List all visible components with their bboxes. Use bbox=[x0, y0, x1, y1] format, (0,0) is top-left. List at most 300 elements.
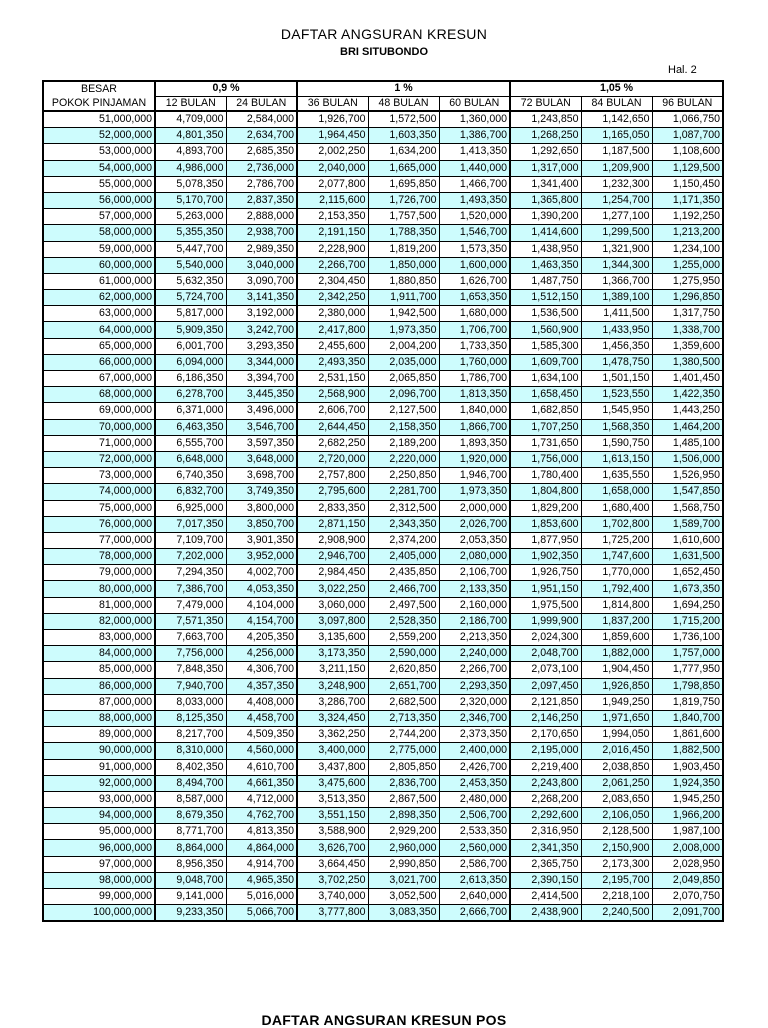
installment-cell: 3,022,250 bbox=[297, 581, 368, 597]
installment-cell: 1,975,500 bbox=[510, 597, 581, 613]
installment-cell: 2,061,250 bbox=[581, 775, 652, 791]
loan-amount-cell: 92,000,000 bbox=[43, 775, 155, 791]
installment-cell: 2,195,700 bbox=[581, 872, 652, 888]
installment-cell: 1,653,350 bbox=[439, 290, 510, 306]
loan-amount-cell: 86,000,000 bbox=[43, 678, 155, 694]
installment-cell: 6,925,000 bbox=[155, 500, 226, 516]
installment-cell: 2,405,000 bbox=[368, 549, 439, 565]
table-row bbox=[43, 905, 723, 922]
loan-amount-cell: 75,000,000 bbox=[43, 500, 155, 516]
installment-cell: 1,813,350 bbox=[439, 387, 510, 403]
installment-cell: 1,626,700 bbox=[439, 273, 510, 289]
installment-cell: 1,695,850 bbox=[368, 176, 439, 192]
installment-cell: 2,435,850 bbox=[368, 565, 439, 581]
installment-cell: 3,437,800 bbox=[297, 759, 368, 775]
installment-cell: 1,536,500 bbox=[510, 306, 581, 322]
table-row bbox=[43, 176, 723, 192]
installment-cell: 4,610,700 bbox=[226, 759, 297, 775]
installment-cell: 1,893,350 bbox=[439, 435, 510, 451]
installment-cell: 2,028,950 bbox=[652, 856, 723, 872]
installment-cell: 4,813,350 bbox=[226, 824, 297, 840]
loan-amount-cell: 94,000,000 bbox=[43, 808, 155, 824]
table-row bbox=[43, 144, 723, 160]
installment-cell: 2,374,200 bbox=[368, 532, 439, 548]
installment-cell: 1,902,350 bbox=[510, 549, 581, 565]
installment-cell: 1,165,050 bbox=[581, 128, 652, 144]
installment-cell: 1,610,600 bbox=[652, 532, 723, 548]
installment-cell: 2,096,700 bbox=[368, 387, 439, 403]
installment-cell: 1,360,000 bbox=[439, 111, 510, 128]
installment-cell: 1,422,350 bbox=[652, 387, 723, 403]
installment-cell: 3,749,350 bbox=[226, 484, 297, 500]
installment-cell: 2,888,000 bbox=[226, 209, 297, 225]
loan-amount-cell: 70,000,000 bbox=[43, 419, 155, 435]
installment-cell: 8,310,000 bbox=[155, 743, 226, 759]
loan-amount-cell: 52,000,000 bbox=[43, 128, 155, 144]
installment-cell: 1,317,000 bbox=[510, 160, 581, 176]
installment-cell: 2,049,850 bbox=[652, 872, 723, 888]
installment-cell: 1,546,700 bbox=[439, 225, 510, 241]
table-row bbox=[43, 808, 723, 824]
installment-cell: 1,523,550 bbox=[581, 387, 652, 403]
installment-cell: 1,673,350 bbox=[652, 581, 723, 597]
loan-amount-cell: 60,000,000 bbox=[43, 257, 155, 273]
installment-cell: 2,070,750 bbox=[652, 889, 723, 905]
installment-cell: 2,160,000 bbox=[439, 597, 510, 613]
installment-cell: 1,798,850 bbox=[652, 678, 723, 694]
installment-cell: 1,853,600 bbox=[510, 516, 581, 532]
installment-cell: 2,365,750 bbox=[510, 856, 581, 872]
installment-cell: 1,232,300 bbox=[581, 176, 652, 192]
installment-cell: 1,512,150 bbox=[510, 290, 581, 306]
installment-cell: 6,740,350 bbox=[155, 468, 226, 484]
installment-cell: 8,033,000 bbox=[155, 694, 226, 710]
installment-cell: 1,338,700 bbox=[652, 322, 723, 338]
installment-cell: 5,016,000 bbox=[226, 889, 297, 905]
installment-cell: 7,017,350 bbox=[155, 516, 226, 532]
installment-cell: 1,757,000 bbox=[652, 646, 723, 662]
installment-cell: 2,989,350 bbox=[226, 241, 297, 257]
installment-cell: 2,984,450 bbox=[297, 565, 368, 581]
installment-cell: 3,445,350 bbox=[226, 387, 297, 403]
installment-cell: 2,312,500 bbox=[368, 500, 439, 516]
installment-cell: 2,220,000 bbox=[368, 451, 439, 467]
table-row bbox=[43, 727, 723, 743]
installment-cell: 2,228,900 bbox=[297, 241, 368, 257]
installment-cell: 1,926,700 bbox=[297, 111, 368, 128]
installment-cell: 4,053,350 bbox=[226, 581, 297, 597]
installment-cell: 2,024,300 bbox=[510, 630, 581, 646]
installment-cell: 2,682,250 bbox=[297, 435, 368, 451]
installment-cell: 1,087,700 bbox=[652, 128, 723, 144]
installment-cell: 7,663,700 bbox=[155, 630, 226, 646]
installment-cell: 2,091,700 bbox=[652, 905, 723, 922]
installment-cell: 2,640,000 bbox=[439, 889, 510, 905]
installment-cell: 3,901,350 bbox=[226, 532, 297, 548]
installment-cell: 1,971,650 bbox=[581, 710, 652, 726]
table-row bbox=[43, 565, 723, 581]
loan-amount-cell: 95,000,000 bbox=[43, 824, 155, 840]
installment-cell: 5,078,350 bbox=[155, 176, 226, 192]
installment-cell: 1,572,500 bbox=[368, 111, 439, 128]
installment-cell: 5,540,000 bbox=[155, 257, 226, 273]
installment-cell: 3,211,150 bbox=[297, 662, 368, 678]
loan-amount-cell: 57,000,000 bbox=[43, 209, 155, 225]
loan-amount-cell: 79,000,000 bbox=[43, 565, 155, 581]
installment-cell: 3,141,350 bbox=[226, 290, 297, 306]
installment-cell: 2,960,000 bbox=[368, 840, 439, 856]
installment-cell: 1,545,950 bbox=[581, 403, 652, 419]
installment-table bbox=[42, 80, 724, 922]
installment-cell: 2,613,350 bbox=[439, 872, 510, 888]
installment-cell: 2,528,350 bbox=[368, 613, 439, 629]
installment-cell: 5,066,700 bbox=[226, 905, 297, 922]
table-row bbox=[43, 759, 723, 775]
installment-cell: 1,573,350 bbox=[439, 241, 510, 257]
installment-cell: 1,401,450 bbox=[652, 371, 723, 387]
installment-cell: 4,801,350 bbox=[155, 128, 226, 144]
installment-cell: 6,094,000 bbox=[155, 354, 226, 370]
installment-cell: 2,158,350 bbox=[368, 419, 439, 435]
loan-amount-cell: 68,000,000 bbox=[43, 387, 155, 403]
installment-cell: 1,487,750 bbox=[510, 273, 581, 289]
loan-amount-cell: 61,000,000 bbox=[43, 273, 155, 289]
installment-cell: 1,715,200 bbox=[652, 613, 723, 629]
installment-cell: 1,706,700 bbox=[439, 322, 510, 338]
installment-cell: 2,343,350 bbox=[368, 516, 439, 532]
loan-amount-cell: 78,000,000 bbox=[43, 549, 155, 565]
installment-cell: 1,359,600 bbox=[652, 338, 723, 354]
table-row bbox=[43, 630, 723, 646]
loan-amount-cell: 91,000,000 bbox=[43, 759, 155, 775]
table-row bbox=[43, 273, 723, 289]
installment-cell: 2,634,700 bbox=[226, 128, 297, 144]
installment-cell: 3,664,450 bbox=[297, 856, 368, 872]
installment-cell: 2,173,300 bbox=[581, 856, 652, 872]
installment-cell: 2,506,700 bbox=[439, 808, 510, 824]
installment-cell: 1,850,000 bbox=[368, 257, 439, 273]
installment-cell: 6,186,350 bbox=[155, 371, 226, 387]
table-body bbox=[43, 111, 723, 921]
installment-cell: 2,990,850 bbox=[368, 856, 439, 872]
installment-cell: 1,609,700 bbox=[510, 354, 581, 370]
installment-cell: 1,277,100 bbox=[581, 209, 652, 225]
installment-cell: 4,002,700 bbox=[226, 565, 297, 581]
table-row bbox=[43, 775, 723, 791]
installment-cell: 7,386,700 bbox=[155, 581, 226, 597]
installment-cell: 1,466,700 bbox=[439, 176, 510, 192]
installment-cell: 3,090,700 bbox=[226, 273, 297, 289]
installment-cell: 1,757,500 bbox=[368, 209, 439, 225]
installment-cell: 3,083,350 bbox=[368, 905, 439, 922]
installment-cell: 5,447,700 bbox=[155, 241, 226, 257]
installment-cell: 1,142,650 bbox=[581, 111, 652, 128]
table-row bbox=[43, 694, 723, 710]
installment-cell: 3,248,900 bbox=[297, 678, 368, 694]
installment-cell: 1,456,350 bbox=[581, 338, 652, 354]
header-label-top: BESAR bbox=[43, 81, 155, 96]
document-subtitle: BRI SITUBONDO bbox=[340, 46, 428, 58]
installment-cell: 2,153,350 bbox=[297, 209, 368, 225]
installment-cell: 8,402,350 bbox=[155, 759, 226, 775]
installment-cell: 1,973,350 bbox=[439, 484, 510, 500]
installment-cell: 6,371,000 bbox=[155, 403, 226, 419]
loan-amount-cell: 59,000,000 bbox=[43, 241, 155, 257]
installment-cell: 1,861,600 bbox=[652, 727, 723, 743]
installment-cell: 2,651,700 bbox=[368, 678, 439, 694]
installment-cell: 2,531,150 bbox=[297, 371, 368, 387]
installment-cell: 3,362,250 bbox=[297, 727, 368, 743]
installment-cell: 3,242,700 bbox=[226, 322, 297, 338]
installment-cell: 1,819,750 bbox=[652, 694, 723, 710]
installment-cell: 1,949,250 bbox=[581, 694, 652, 710]
installment-cell: 8,494,700 bbox=[155, 775, 226, 791]
installment-cell: 2,497,500 bbox=[368, 597, 439, 613]
installment-cell: 1,365,800 bbox=[510, 192, 581, 208]
installment-cell: 1,634,100 bbox=[510, 371, 581, 387]
installment-cell: 2,293,350 bbox=[439, 678, 510, 694]
installment-cell: 2,346,700 bbox=[439, 710, 510, 726]
installment-cell: 2,493,350 bbox=[297, 354, 368, 370]
installment-cell: 2,871,150 bbox=[297, 516, 368, 532]
installment-cell: 2,590,000 bbox=[368, 646, 439, 662]
installment-cell: 2,805,850 bbox=[368, 759, 439, 775]
installment-cell: 3,394,700 bbox=[226, 371, 297, 387]
loan-amount-cell: 98,000,000 bbox=[43, 872, 155, 888]
loan-amount-cell: 88,000,000 bbox=[43, 710, 155, 726]
installment-cell: 2,946,700 bbox=[297, 549, 368, 565]
installment-cell: 3,496,000 bbox=[226, 403, 297, 419]
installment-cell: 3,597,350 bbox=[226, 435, 297, 451]
installment-cell: 1,882,500 bbox=[652, 743, 723, 759]
installment-cell: 1,568,750 bbox=[652, 500, 723, 516]
installment-cell: 2,736,000 bbox=[226, 160, 297, 176]
installment-cell: 2,073,100 bbox=[510, 662, 581, 678]
installment-cell: 4,458,700 bbox=[226, 710, 297, 726]
installment-cell: 2,002,250 bbox=[297, 144, 368, 160]
installment-cell: 3,060,000 bbox=[297, 597, 368, 613]
installment-cell: 2,320,000 bbox=[439, 694, 510, 710]
installment-cell: 2,121,850 bbox=[510, 694, 581, 710]
installment-cell: 3,097,800 bbox=[297, 613, 368, 629]
installment-cell: 1,903,450 bbox=[652, 759, 723, 775]
installment-cell: 7,202,000 bbox=[155, 549, 226, 565]
loan-amount-cell: 96,000,000 bbox=[43, 840, 155, 856]
installment-cell: 2,713,350 bbox=[368, 710, 439, 726]
installment-cell: 1,994,050 bbox=[581, 727, 652, 743]
installment-cell: 1,819,200 bbox=[368, 241, 439, 257]
installment-cell: 1,433,950 bbox=[581, 322, 652, 338]
installment-cell: 3,192,000 bbox=[226, 306, 297, 322]
installment-cell: 1,682,850 bbox=[510, 403, 581, 419]
installment-cell: 4,154,700 bbox=[226, 613, 297, 629]
installment-cell: 2,929,200 bbox=[368, 824, 439, 840]
installment-cell: 2,390,150 bbox=[510, 872, 581, 888]
installment-cell: 2,836,700 bbox=[368, 775, 439, 791]
installment-cell: 1,129,500 bbox=[652, 160, 723, 176]
installment-cell: 2,304,450 bbox=[297, 273, 368, 289]
installment-cell: 4,712,000 bbox=[226, 791, 297, 807]
installment-cell: 2,644,450 bbox=[297, 419, 368, 435]
installment-cell: 2,938,700 bbox=[226, 225, 297, 241]
installment-cell: 1,631,500 bbox=[652, 549, 723, 565]
installment-cell: 1,694,250 bbox=[652, 597, 723, 613]
installment-cell: 1,501,150 bbox=[581, 371, 652, 387]
header-row-rates bbox=[43, 81, 723, 96]
table-row bbox=[43, 484, 723, 500]
installment-cell: 2,040,000 bbox=[297, 160, 368, 176]
installment-cell: 1,726,700 bbox=[368, 192, 439, 208]
installment-cell: 1,389,100 bbox=[581, 290, 652, 306]
installment-cell: 1,603,350 bbox=[368, 128, 439, 144]
loan-amount-cell: 65,000,000 bbox=[43, 338, 155, 354]
installment-cell: 7,109,700 bbox=[155, 532, 226, 548]
next-page-title: DAFTAR ANGSURAN KRESUN POS bbox=[261, 1012, 507, 1028]
loan-amount-cell: 58,000,000 bbox=[43, 225, 155, 241]
table-row bbox=[43, 338, 723, 354]
table-row bbox=[43, 403, 723, 419]
installment-cell: 2,586,700 bbox=[439, 856, 510, 872]
installment-cell: 2,559,200 bbox=[368, 630, 439, 646]
installment-cell: 1,243,850 bbox=[510, 111, 581, 128]
installment-cell: 2,682,500 bbox=[368, 694, 439, 710]
column-header: 96 BULAN bbox=[652, 96, 723, 111]
installment-cell: 2,213,350 bbox=[439, 630, 510, 646]
installment-cell: 8,217,700 bbox=[155, 727, 226, 743]
installment-cell: 1,192,250 bbox=[652, 209, 723, 225]
installment-cell: 2,898,350 bbox=[368, 808, 439, 824]
table-row bbox=[43, 241, 723, 257]
installment-cell: 1,665,000 bbox=[368, 160, 439, 176]
installment-cell: 1,299,500 bbox=[581, 225, 652, 241]
installment-cell: 1,786,700 bbox=[439, 371, 510, 387]
installment-cell: 1,463,350 bbox=[510, 257, 581, 273]
table-row bbox=[43, 549, 723, 565]
table-row bbox=[43, 435, 723, 451]
table-row bbox=[43, 597, 723, 613]
installment-cell: 4,408,000 bbox=[226, 694, 297, 710]
installment-cell: 2,268,200 bbox=[510, 791, 581, 807]
installment-cell: 1,725,200 bbox=[581, 532, 652, 548]
installment-cell: 2,219,400 bbox=[510, 759, 581, 775]
loan-amount-cell: 62,000,000 bbox=[43, 290, 155, 306]
table-row bbox=[43, 419, 723, 435]
installment-cell: 1,526,950 bbox=[652, 468, 723, 484]
installment-cell: 2,240,000 bbox=[439, 646, 510, 662]
installment-cell: 4,205,350 bbox=[226, 630, 297, 646]
installment-cell: 2,568,900 bbox=[297, 387, 368, 403]
installment-cell: 4,864,000 bbox=[226, 840, 297, 856]
installment-cell: 1,760,000 bbox=[439, 354, 510, 370]
installment-cell: 1,478,750 bbox=[581, 354, 652, 370]
loan-amount-cell: 97,000,000 bbox=[43, 856, 155, 872]
installment-cell: 1,386,700 bbox=[439, 128, 510, 144]
loan-amount-cell: 77,000,000 bbox=[43, 532, 155, 548]
installment-cell: 1,411,500 bbox=[581, 306, 652, 322]
header-row-tenors bbox=[43, 96, 723, 111]
installment-cell: 4,965,350 bbox=[226, 872, 297, 888]
loan-amount-cell: 69,000,000 bbox=[43, 403, 155, 419]
installment-cell: 1,707,250 bbox=[510, 419, 581, 435]
installment-cell: 5,263,000 bbox=[155, 209, 226, 225]
installment-cell: 1,440,000 bbox=[439, 160, 510, 176]
table-row bbox=[43, 791, 723, 807]
table-row bbox=[43, 209, 723, 225]
loan-amount-cell: 64,000,000 bbox=[43, 322, 155, 338]
installment-cell: 1,904,450 bbox=[581, 662, 652, 678]
installment-cell: 2,342,250 bbox=[297, 290, 368, 306]
installment-cell: 2,106,050 bbox=[581, 808, 652, 824]
installment-cell: 1,547,850 bbox=[652, 484, 723, 500]
installment-cell: 1,635,550 bbox=[581, 468, 652, 484]
installment-cell: 3,702,250 bbox=[297, 872, 368, 888]
installment-cell: 1,926,850 bbox=[581, 678, 652, 694]
installment-cell: 6,463,350 bbox=[155, 419, 226, 435]
installment-cell: 1,366,700 bbox=[581, 273, 652, 289]
loan-amount-cell: 56,000,000 bbox=[43, 192, 155, 208]
table-row bbox=[43, 581, 723, 597]
installment-cell: 4,709,000 bbox=[155, 111, 226, 128]
installment-cell: 7,571,350 bbox=[155, 613, 226, 629]
loan-amount-cell: 83,000,000 bbox=[43, 630, 155, 646]
installment-cell: 3,324,450 bbox=[297, 710, 368, 726]
installment-cell: 9,233,350 bbox=[155, 905, 226, 922]
installment-cell: 4,762,700 bbox=[226, 808, 297, 824]
installment-cell: 3,740,000 bbox=[297, 889, 368, 905]
installment-cell: 2,266,700 bbox=[297, 257, 368, 273]
installment-cell: 2,146,250 bbox=[510, 710, 581, 726]
installment-cell: 1,877,950 bbox=[510, 532, 581, 548]
installment-cell: 1,390,200 bbox=[510, 209, 581, 225]
installment-cell: 3,135,600 bbox=[297, 630, 368, 646]
installment-cell: 2,867,500 bbox=[368, 791, 439, 807]
installment-cell: 1,702,800 bbox=[581, 516, 652, 532]
installment-cell: 5,170,700 bbox=[155, 192, 226, 208]
installment-cell: 2,026,700 bbox=[439, 516, 510, 532]
installment-cell: 1,254,700 bbox=[581, 192, 652, 208]
installment-cell: 1,613,150 bbox=[581, 451, 652, 467]
installment-cell: 3,551,150 bbox=[297, 808, 368, 824]
table-row bbox=[43, 192, 723, 208]
installment-cell: 9,048,700 bbox=[155, 872, 226, 888]
loan-amount-cell: 89,000,000 bbox=[43, 727, 155, 743]
installment-cell: 1,520,000 bbox=[439, 209, 510, 225]
installment-cell: 3,513,350 bbox=[297, 791, 368, 807]
loan-amount-cell: 85,000,000 bbox=[43, 662, 155, 678]
installment-cell: 4,914,700 bbox=[226, 856, 297, 872]
installment-cell: 2,053,350 bbox=[439, 532, 510, 548]
installment-cell: 3,040,000 bbox=[226, 257, 297, 273]
installment-cell: 1,814,800 bbox=[581, 597, 652, 613]
installment-cell: 2,438,900 bbox=[510, 905, 581, 922]
installment-cell: 4,893,700 bbox=[155, 144, 226, 160]
installment-cell: 1,634,200 bbox=[368, 144, 439, 160]
table-row bbox=[43, 872, 723, 888]
table-row bbox=[43, 451, 723, 467]
installment-cell: 2,533,350 bbox=[439, 824, 510, 840]
installment-cell: 2,266,700 bbox=[439, 662, 510, 678]
installment-cell: 1,150,450 bbox=[652, 176, 723, 192]
installment-cell: 2,083,650 bbox=[581, 791, 652, 807]
installment-cell: 4,986,000 bbox=[155, 160, 226, 176]
installment-cell: 8,587,000 bbox=[155, 791, 226, 807]
loan-amount-cell: 87,000,000 bbox=[43, 694, 155, 710]
table-row bbox=[43, 354, 723, 370]
installment-cell: 2,218,100 bbox=[581, 889, 652, 905]
installment-cell: 9,141,000 bbox=[155, 889, 226, 905]
installment-cell: 2,008,000 bbox=[652, 840, 723, 856]
installment-cell: 2,048,700 bbox=[510, 646, 581, 662]
